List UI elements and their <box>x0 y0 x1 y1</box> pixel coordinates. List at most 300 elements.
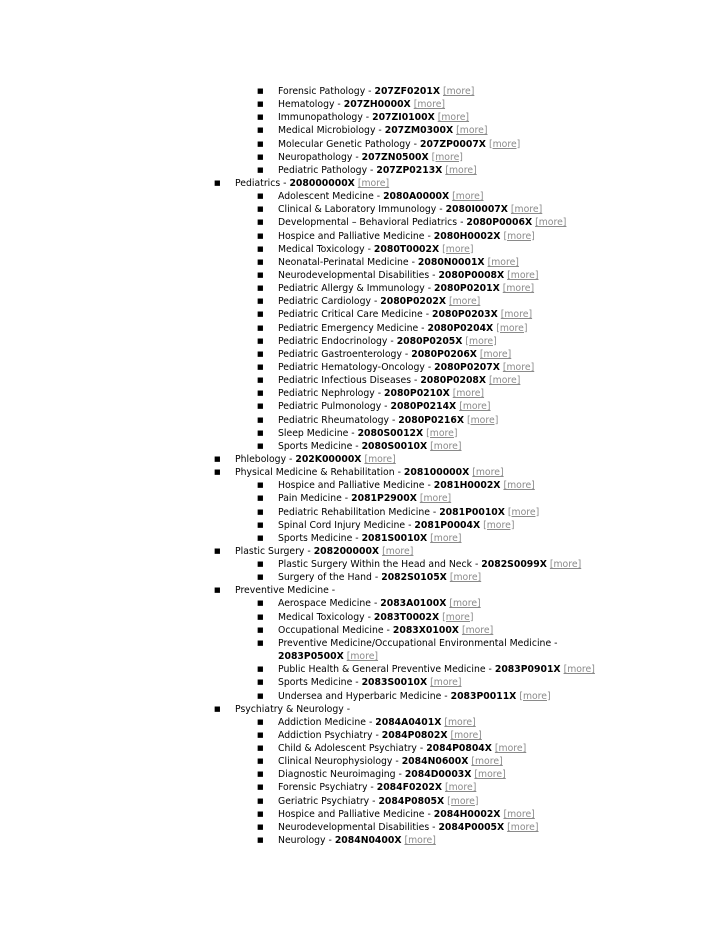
item-text <box>278 768 506 781</box>
list-item-forensic-psychiatry <box>0 781 728 794</box>
list-item-neurodevelopmental-disabilities <box>0 821 728 834</box>
more-link[interactable]: [more] <box>507 821 539 833</box>
taxonomy-code: 2080P0008X <box>438 269 505 281</box>
bullet-icon: ■ <box>257 507 264 516</box>
section-item-preventive-medicine <box>0 584 728 597</box>
specialty-name: Occupational Medicine - <box>278 624 393 636</box>
more-link[interactable]: [more] <box>563 664 595 676</box>
taxonomy-code: 2080S0010X <box>361 440 428 452</box>
bullet-icon: ■ <box>214 468 221 477</box>
item-text <box>278 611 473 624</box>
item-text <box>278 834 436 847</box>
specialty-name: Pediatric Critical Care Medicine - <box>278 309 433 321</box>
list-item-preventive-medicine-occupational-environmental-medicine <box>0 637 728 663</box>
taxonomy-code: 2080P0203X <box>432 309 498 321</box>
more-link[interactable]: [more] <box>496 322 528 334</box>
list-item-pediatric-pulmonology <box>0 400 728 413</box>
specialty-name: Plastic Surgery Within the Head and Neck - <box>278 559 482 571</box>
item-text <box>278 269 538 282</box>
bullet-icon: ■ <box>257 139 264 148</box>
specialty-name: Medical Toxicology - <box>278 611 374 623</box>
item-text <box>278 322 528 335</box>
taxonomy-code: 207ZH0000X <box>343 99 411 111</box>
more-link[interactable]: [more] <box>535 217 567 229</box>
list-item-pediatric-pathology <box>0 164 728 177</box>
taxonomy-code: 2083X0100X <box>392 624 459 636</box>
item-text <box>278 374 520 387</box>
bullet-icon: ■ <box>257 152 264 161</box>
more-link[interactable]: [more] <box>442 243 474 255</box>
list-item-hospice-and-palliative-medicine <box>0 808 728 821</box>
item-text <box>278 506 539 519</box>
item-text <box>278 308 532 321</box>
more-link[interactable]: [more] <box>471 756 503 768</box>
taxonomy-code: 2084N0400X <box>334 835 402 847</box>
item-text <box>278 729 482 742</box>
bullet-icon: ■ <box>214 704 221 713</box>
list-item-neuropathology <box>0 151 728 164</box>
specialty-name: Sports Medicine - <box>278 440 362 452</box>
list-item-clinical-laboratory-immunology <box>0 203 728 216</box>
section-item-psychiatry-neurology <box>0 703 728 716</box>
section-item-physical-medicine-rehabilitation <box>0 466 728 479</box>
more-link[interactable]: [more] <box>431 151 463 163</box>
item-text <box>278 571 481 584</box>
bullet-icon: ■ <box>257 599 264 608</box>
taxonomy-code: 2080P0210X <box>384 388 450 400</box>
taxonomy-code: 2084P0802X <box>381 729 448 741</box>
item-text <box>278 663 595 676</box>
bullet-icon: ■ <box>214 454 221 463</box>
list-item-sports-medicine <box>0 532 728 545</box>
bullet-icon: ■ <box>257 533 264 542</box>
bullet-icon: ■ <box>257 362 264 371</box>
taxonomy-code: 2084F0202X <box>376 782 443 794</box>
bullet-icon: ■ <box>257 310 264 319</box>
bullet-icon: ■ <box>257 520 264 529</box>
taxonomy-code: 2080P0206X <box>411 348 477 360</box>
bullet-icon: ■ <box>257 744 264 753</box>
taxonomy-code: 2080P0214X <box>390 401 457 413</box>
bullet-icon: ■ <box>257 428 264 437</box>
taxonomy-code: 2080S0012X <box>357 427 424 439</box>
more-link[interactable]: [more] <box>419 493 452 505</box>
specialty-name: Pediatric Pulmonology - <box>278 401 391 413</box>
list-item-pediatric-allergy-immunology <box>0 282 728 295</box>
specialty-name: Surgery of the Hand - <box>278 572 382 584</box>
specialty-name: Adolescent Medicine - <box>278 191 384 203</box>
taxonomy-code: 2084A0401X <box>375 716 442 728</box>
more-link[interactable]: [more] <box>488 138 521 150</box>
bullet-icon: ■ <box>257 809 264 818</box>
taxonomy-code: 2084D0003X <box>404 769 472 781</box>
bullet-icon: ■ <box>214 546 221 555</box>
item-text <box>278 414 498 427</box>
item-text <box>278 216 566 229</box>
bullet-icon: ■ <box>257 349 264 358</box>
taxonomy-code: 207ZI0100X <box>372 112 435 124</box>
taxonomy-code: 2084P0005X <box>438 821 505 833</box>
item-text <box>278 755 503 768</box>
more-link[interactable]: [more] <box>443 86 475 97</box>
more-link[interactable]: [more] <box>382 545 414 557</box>
more-link[interactable]: [more] <box>404 835 436 847</box>
specialty-name: Hospice and Palliative Medicine - <box>278 808 434 820</box>
specialty-list <box>0 85 728 847</box>
list-item-aerospace-medicine <box>0 597 728 610</box>
specialty-name: Developmental – Behavioral Pediatrics - <box>278 217 467 229</box>
bullet-icon: ■ <box>257 730 264 739</box>
list-item-pediatric-nephrology <box>0 387 728 400</box>
bullet-icon: ■ <box>257 757 264 766</box>
specialty-name: Geriatric Psychiatry - <box>278 795 379 807</box>
list-item-pediatric-critical-care-medicine <box>0 308 728 321</box>
taxonomy-code: 2080A0000X <box>383 191 450 203</box>
list-item-neonatal-perinatal-medicine <box>0 256 728 269</box>
item-text <box>278 440 462 453</box>
specialty-name: Physical Medicine & Rehabilitation - <box>235 467 404 479</box>
specialty-name: Pediatric Emergency Medicine - <box>278 322 428 334</box>
more-link[interactable]: [more] <box>487 256 519 268</box>
bullet-icon: ■ <box>257 836 264 845</box>
list-item-sports-medicine <box>0 440 728 453</box>
item-text <box>278 295 480 308</box>
specialty-name: Pediatric Cardiology - <box>278 296 381 308</box>
more-link[interactable]: [more] <box>357 177 390 189</box>
specialty-name: Pediatric Endocrinology - <box>278 335 397 347</box>
item-text <box>278 190 484 203</box>
taxonomy-code: 2083S0010X <box>361 677 428 689</box>
item-text <box>278 492 451 505</box>
item-text <box>278 676 462 689</box>
list-item-adolescent-medicine <box>0 190 728 203</box>
more-link[interactable]: [more] <box>449 572 482 584</box>
specialty-name: Addiction Psychiatry - <box>278 729 382 741</box>
item-text <box>278 597 481 610</box>
specialty-name: Preventive Medicine/Occupational Environmental Medicine - <box>278 637 558 649</box>
section-item-pediatrics <box>0 177 728 190</box>
specialty-name: Hospice and Palliative Medicine - <box>278 480 434 492</box>
specialty-name: Hematology - <box>278 99 344 111</box>
list-item-pediatric-rehabilitation-medicine <box>0 506 728 519</box>
bullet-icon: ■ <box>257 218 264 227</box>
item-text <box>278 111 469 124</box>
more-link[interactable]: [more] <box>507 506 540 518</box>
bullet-icon: ■ <box>257 441 264 450</box>
more-link[interactable]: [more] <box>452 191 484 203</box>
bullet-icon: ■ <box>257 205 264 214</box>
taxonomy-code: 207ZN0500X <box>361 151 429 163</box>
more-link[interactable]: [more] <box>430 532 462 544</box>
bullet-icon: ■ <box>257 244 264 253</box>
taxonomy-code: 202K00000X <box>295 453 362 465</box>
bullet-icon: ■ <box>214 178 221 187</box>
specialty-name: Medical Toxicology - <box>278 243 374 255</box>
taxonomy-code: 207ZP0007X <box>419 138 486 150</box>
bullet-icon: ■ <box>257 270 264 279</box>
more-link[interactable]: [more] <box>452 388 485 400</box>
specialty-name: Pediatric Hematology-Oncology - <box>278 361 435 373</box>
specialty-name: Undersea and Hyperbaric Medicine - <box>278 690 451 702</box>
more-link[interactable]: [more] <box>507 269 539 281</box>
bullet-icon: ■ <box>257 481 264 490</box>
more-link[interactable]: [more] <box>459 401 491 413</box>
taxonomy-code: 2080P0006X <box>466 217 533 229</box>
specialty-name: Sports Medicine - <box>278 677 362 689</box>
bullet-icon: ■ <box>257 625 264 634</box>
bullet-icon: ■ <box>257 284 264 293</box>
item-text <box>235 453 396 466</box>
list-item-molecular-genetic-pathology <box>0 138 728 151</box>
more-link[interactable]: [more] <box>503 808 535 820</box>
more-link[interactable]: [more] <box>346 651 379 663</box>
list-item-pediatric-endocrinology <box>0 335 728 348</box>
item-text <box>235 703 350 716</box>
more-link[interactable]: [more] <box>450 729 482 741</box>
taxonomy-code: 2083A0100X <box>380 598 447 610</box>
bullet-icon: ■ <box>257 678 264 687</box>
more-link[interactable]: [more] <box>465 335 497 347</box>
more-link[interactable]: [more] <box>479 348 512 360</box>
bullet-icon: ■ <box>257 717 264 726</box>
item-text <box>278 637 608 663</box>
specialty-name: Child & Adolescent Psychiatry - <box>278 743 427 755</box>
taxonomy-code: 208100000X <box>403 467 470 479</box>
taxonomy-code: 2084P0805X <box>378 795 445 807</box>
item-text <box>278 138 520 151</box>
item-text <box>235 545 413 558</box>
more-link[interactable]: [more] <box>502 361 535 373</box>
taxonomy-code: 208200000X <box>313 545 380 557</box>
list-item-medical-toxicology <box>0 243 728 256</box>
list-item-pediatric-hematology-oncology <box>0 361 728 374</box>
specialty-name: Pediatric Infectious Diseases - <box>278 375 421 387</box>
item-text <box>235 584 335 597</box>
item-text <box>278 335 497 348</box>
bullet-icon: ■ <box>257 192 264 201</box>
list-item-pediatric-gastroenterology <box>0 348 728 361</box>
more-link[interactable]: [more] <box>519 690 551 702</box>
bullet-icon: ■ <box>257 612 264 621</box>
list-item-geriatric-psychiatry <box>0 795 728 808</box>
taxonomy-code: 2080P0207X <box>434 361 500 373</box>
specialty-name: Preventive Medicine - <box>235 585 336 597</box>
specialty-name: Sleep Medicine - <box>278 427 358 439</box>
item-text <box>278 479 535 492</box>
item-text <box>278 821 538 834</box>
bullet-icon: ■ <box>257 796 264 805</box>
taxonomy-code: 2080T0002X <box>373 243 440 255</box>
taxonomy-code: 207ZF0201X <box>374 86 441 97</box>
list-item-hematology <box>0 98 728 111</box>
taxonomy-code: 2083P0500X <box>278 651 344 663</box>
more-link[interactable]: [more] <box>510 204 543 216</box>
more-link[interactable]: [more] <box>430 677 462 689</box>
specialty-name: Pediatric Pathology - <box>278 164 377 176</box>
list-item-pediatric-infectious-diseases <box>0 374 728 387</box>
specialty-name: Molecular Genetic Pathology - <box>278 138 420 150</box>
specialty-name: Immunopathology - <box>278 112 373 124</box>
more-link[interactable]: [more] <box>449 598 481 610</box>
item-text <box>278 243 473 256</box>
more-link[interactable]: [more] <box>500 309 533 321</box>
more-link[interactable]: [more] <box>483 519 515 531</box>
item-text <box>278 808 535 821</box>
list-item-neurodevelopmental-disabilities <box>0 269 728 282</box>
specialty-name: Neurodevelopmental Disabilities - <box>278 821 439 833</box>
bullet-icon: ■ <box>257 560 264 569</box>
taxonomy-code: 2081P0004X <box>414 519 481 531</box>
taxonomy-code: 2084N0600X <box>401 756 469 768</box>
list-item-sleep-medicine <box>0 427 728 440</box>
taxonomy-code: 2080H0002X <box>433 230 501 242</box>
taxonomy-code: 2080P0216X <box>398 414 465 426</box>
item-text <box>278 624 493 637</box>
bullet-icon: ■ <box>257 822 264 831</box>
more-link[interactable]: [more] <box>494 743 527 755</box>
more-link[interactable]: [more] <box>474 769 506 781</box>
item-text <box>278 387 484 400</box>
taxonomy-code: 2080P0204X <box>427 322 494 334</box>
more-link[interactable]: [more] <box>445 164 477 176</box>
taxonomy-code: 2083T0002X <box>373 611 440 623</box>
list-item-medical-toxicology <box>0 611 728 624</box>
item-text <box>278 795 479 808</box>
specialty-name: Pain Medicine - <box>278 493 352 505</box>
taxonomy-code: 2083P0901X <box>494 664 561 676</box>
item-text <box>278 124 487 137</box>
more-link[interactable]: [more] <box>456 125 488 137</box>
list-item-addiction-medicine <box>0 716 728 729</box>
item-text <box>278 690 551 703</box>
more-link[interactable]: [more] <box>413 99 446 111</box>
list-item-neurology <box>0 834 728 847</box>
bullet-icon: ■ <box>257 389 264 398</box>
more-link[interactable]: [more] <box>442 611 474 623</box>
list-item-hospice-and-palliative-medicine <box>0 230 728 243</box>
more-link[interactable]: [more] <box>503 230 535 242</box>
specialty-name: Spinal Cord Injury Medicine - <box>278 519 415 531</box>
item-text <box>278 85 474 98</box>
specialty-name: Pediatric Rehabilitation Medicine - <box>278 506 440 518</box>
bullet-icon: ■ <box>257 691 264 700</box>
item-text <box>278 781 476 794</box>
more-link[interactable]: [more] <box>549 559 582 571</box>
specialty-name: Pediatric Rheumatology - <box>278 414 399 426</box>
more-link[interactable]: [more] <box>364 453 396 465</box>
taxonomy-code: 2082S0105X <box>381 572 447 584</box>
more-link[interactable]: [more] <box>503 480 535 492</box>
list-item-pain-medicine <box>0 492 728 505</box>
item-text <box>278 400 491 413</box>
list-item-pediatric-emergency-medicine <box>0 322 728 335</box>
section-item-plastic-surgery <box>0 545 728 558</box>
bullet-icon: ■ <box>257 638 264 647</box>
list-item-developmental-behavioral-pediatrics <box>0 216 728 229</box>
more-link[interactable]: [more] <box>448 296 481 308</box>
specialty-name: Pediatric Gastroenterology - <box>278 348 412 360</box>
item-text <box>278 558 581 571</box>
list-item-pediatric-rheumatology <box>0 414 728 427</box>
list-item-medical-microbiology <box>0 124 728 137</box>
bullet-icon: ■ <box>214 586 221 595</box>
taxonomy-code: 207ZM0300X <box>384 125 454 137</box>
item-text <box>278 151 463 164</box>
specialty-name: Aerospace Medicine - <box>278 598 381 610</box>
list-item-spinal-cord-injury-medicine <box>0 519 728 532</box>
bullet-icon: ■ <box>257 402 264 411</box>
more-link[interactable]: [more] <box>461 624 494 636</box>
specialty-name: Diagnostic Neuroimaging - <box>278 769 405 781</box>
bullet-icon: ■ <box>257 494 264 503</box>
more-link[interactable]: [more] <box>444 782 477 794</box>
list-item-plastic-surgery-within-the-head-and-neck <box>0 558 728 571</box>
list-item-occupational-medicine <box>0 624 728 637</box>
more-link[interactable]: [more] <box>444 716 476 728</box>
specialty-name: Public Health & General Preventive Medicine - <box>278 664 495 676</box>
specialty-name: Sports Medicine - <box>278 532 362 544</box>
list-item-public-health-general-preventive-medicine <box>0 663 728 676</box>
more-link[interactable]: [more] <box>437 112 470 124</box>
taxonomy-code: 2080N0001X <box>417 256 485 268</box>
list-item-addiction-psychiatry <box>0 729 728 742</box>
list-item-sports-medicine <box>0 676 728 689</box>
more-link[interactable]: [more] <box>489 375 521 387</box>
taxonomy-code: 207ZP0213X <box>376 164 443 176</box>
taxonomy-code: 2080I0007X <box>445 204 508 216</box>
more-link[interactable]: [more] <box>426 427 458 439</box>
list-item-clinical-neurophysiology <box>0 755 728 768</box>
bullet-icon: ■ <box>257 336 264 345</box>
item-text <box>278 164 477 177</box>
taxonomy-code: 2080P0202X <box>380 296 446 308</box>
taxonomy-code: 2081P2900X <box>351 493 417 505</box>
bullet-icon: ■ <box>257 100 264 109</box>
more-link[interactable]: [more] <box>467 414 499 426</box>
item-text <box>278 98 445 111</box>
specialty-name: Hospice and Palliative Medicine - <box>278 230 434 242</box>
bullet-icon: ■ <box>257 323 264 332</box>
specialty-name: Neonatal-Perinatal Medicine - <box>278 256 418 268</box>
bullet-icon: ■ <box>257 113 264 122</box>
list-item-pediatric-cardiology <box>0 295 728 308</box>
list-item-child-adolescent-psychiatry <box>0 742 728 755</box>
item-text <box>278 532 462 545</box>
specialty-name: Clinical & Laboratory Immunology - <box>278 204 446 216</box>
taxonomy-code: 208000000X <box>289 177 355 189</box>
bullet-icon: ■ <box>257 376 264 385</box>
item-text <box>278 230 535 243</box>
item-text <box>278 716 476 729</box>
bullet-icon: ■ <box>257 87 264 95</box>
more-link[interactable]: [more] <box>472 467 504 479</box>
more-link[interactable]: [more] <box>447 795 479 807</box>
specialty-name: Addiction Medicine - <box>278 716 376 728</box>
item-text <box>278 203 542 216</box>
bullet-icon: ■ <box>257 231 264 240</box>
more-link[interactable]: [more] <box>430 440 462 452</box>
list-item-diagnostic-neuroimaging <box>0 768 728 781</box>
item-text <box>278 256 519 269</box>
list-item-hospice-and-palliative-medicine <box>0 479 728 492</box>
item-text <box>235 177 389 190</box>
bullet-icon: ■ <box>257 665 264 674</box>
taxonomy-code: 2080P0205X <box>396 335 463 347</box>
bullet-icon: ■ <box>257 770 264 779</box>
more-link[interactable]: [more] <box>502 283 535 295</box>
bullet-icon: ■ <box>257 165 264 174</box>
specialty-name: Forensic Psychiatry - <box>278 782 377 794</box>
